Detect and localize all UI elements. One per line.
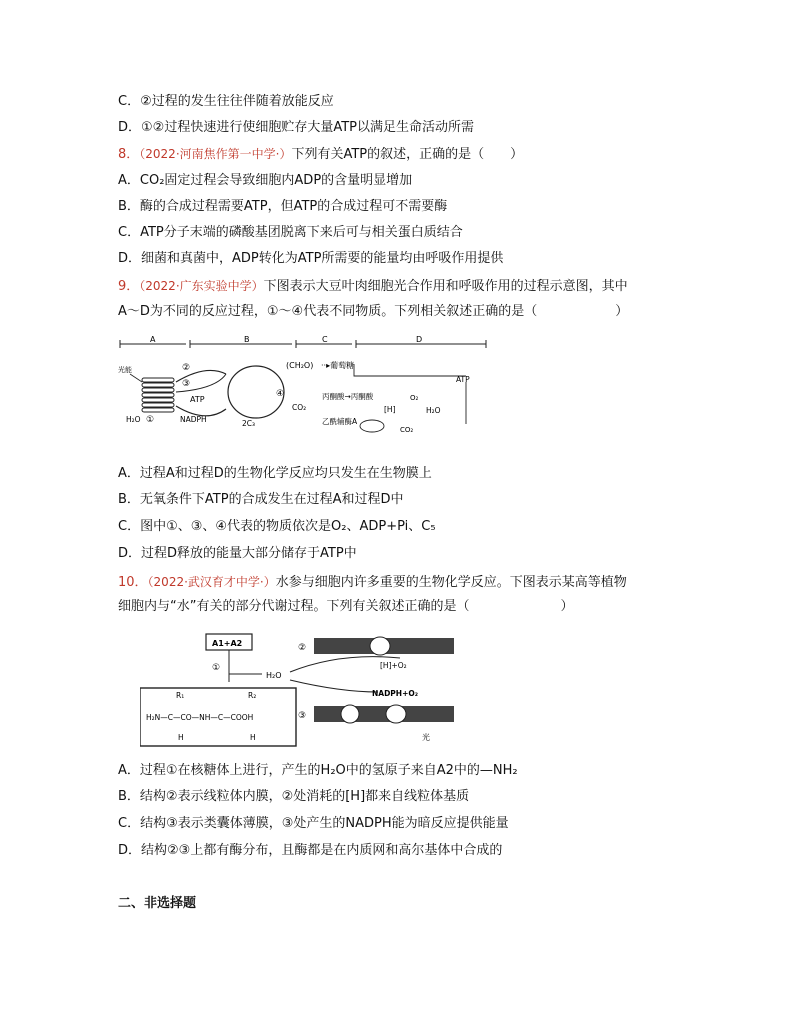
question-number: 10．: [118, 575, 148, 590]
co2-label: CO₂: [292, 403, 307, 412]
ch2o-label: (CH₂O): [286, 361, 314, 370]
h1-label: H: [178, 733, 184, 742]
co2-bottom-label: CO₂: [400, 426, 414, 434]
q10-option-b: B．结构②表示线粒体内膜，②处消耗的[H]都来自线粒体基质: [118, 789, 470, 804]
segment-c-label: C: [322, 335, 328, 344]
substance-1-label: ①: [146, 415, 155, 425]
substance-2-label: ②: [182, 363, 191, 373]
segment-b-label: B: [244, 335, 250, 344]
q8-option-a: A．CO₂固定过程会导致细胞内ADP的含量明显增加: [118, 173, 413, 188]
prev-option-c: C．②过程的发生往往伴随着放能反应: [118, 94, 334, 109]
question-source: （2022·广东实验中学）: [139, 279, 264, 293]
question-9-header: [118, 277, 628, 296]
h-o2-label: [H]+O₂: [380, 661, 407, 670]
h2-label: H: [250, 733, 256, 742]
r1-label: R₁: [176, 691, 185, 700]
glucose-label: ··▸葡萄糖: [321, 361, 355, 370]
section-heading: 二、非选择题: [118, 896, 197, 911]
water-metabolism-figure: [140, 632, 456, 750]
water-right-label: H₂O: [426, 406, 441, 415]
question-stem: 下图表示大豆叶肉细胞光合作用和呼吸作用的过程示意图，其中: [263, 279, 628, 294]
substance-4-label: ④: [276, 389, 285, 399]
atp-right-label: ATP: [456, 375, 470, 384]
question-10-stem-cont: 细胞内与“水”有关的部分代谢过程。下列有关叙述正确的是（ ）: [118, 599, 574, 614]
thylakoid-stack: [142, 378, 174, 412]
oxygen-label: O₂: [410, 394, 419, 402]
question-stem: 下列有关ATP的叙述，正确的是（ ）: [291, 147, 524, 162]
nadph-label: NADPH: [180, 415, 207, 424]
structure-2-label: ②: [298, 643, 307, 653]
q9-option-c: C．图中①、③、④代表的物质依次是O₂、ADP+Pi、C₅: [118, 519, 436, 534]
segment-d-label: D: [416, 335, 423, 344]
light-label: 光: [422, 733, 430, 742]
q9-option-b: B．无氧条件下ATP的合成发生在过程A和过程D中: [118, 492, 404, 507]
q10-option-d: D．结构②③上都有酶分布，且酶都是在内质网和高尔基体中合成的: [118, 843, 503, 858]
acetyl-coa-label: 乙酰辅酶A: [322, 417, 358, 426]
atp-label: ATP: [190, 395, 205, 404]
question-source: （2022·河南焦作第一中学·）: [139, 147, 292, 161]
question-source: （2022·武汉育才中学·）: [147, 575, 276, 589]
water-label: H₂O: [266, 671, 282, 680]
question-9-stem-cont: A～D为不同的反应过程，①～④代表不同物质。下列相关叙述正确的是（ ）: [118, 304, 629, 319]
c3-label: 2C₃: [242, 419, 256, 428]
q9-option-d: D．过程D释放的能量大部分储存于ATP中: [118, 546, 357, 561]
question-number: 9．: [118, 279, 140, 294]
dipeptide-formula: H₂N—C—CO—NH—C—COOH: [146, 713, 254, 722]
q10-option-c: C．结构③表示类囊体薄膜，③处产生的NADPH能为暗反应提供能量: [118, 816, 509, 831]
prev-option-d: D．①②过程快速进行使细胞贮存大量ATP以满足生命活动所需: [118, 120, 474, 135]
q8-option-b: B．酶的合成过程需要ATP，但ATP的合成过程可不需要酶: [118, 199, 448, 214]
question-8-header: [118, 145, 523, 164]
question-stem: 水参与细胞内许多重要的生物化学反应。下图表示某高等植物: [275, 575, 627, 590]
hydrogen-label: [H]: [384, 405, 396, 414]
pyruvate-label: 丙酮酸→丙酮酸: [322, 392, 374, 401]
process-1-label: ①: [212, 663, 221, 673]
structure-3-label: ③: [298, 711, 307, 721]
light-energy-label: 光能: [118, 366, 132, 374]
segment-a-label: A: [150, 335, 156, 344]
question-10-header: [118, 573, 627, 592]
question-number: 8．: [118, 147, 140, 162]
q10-option-a: A．过程①在核糖体上进行，产生的H₂O中的氢原子来自A2中的—NH₂: [118, 763, 518, 778]
substance-3-label: ③: [182, 379, 191, 389]
nadph-o2-label: NADPH+O₂: [372, 689, 419, 698]
q8-option-c: C．ATP分子末端的磷酸基团脱离下来后可与相关蛋白质结合: [118, 225, 463, 240]
photosynthesis-respiration-figure: [116, 334, 488, 434]
r2-label: R₂: [248, 691, 257, 700]
q8-option-d: D．细菌和真菌中，ADP转化为ATP所需要的能量均由呼吸作用提供: [118, 251, 504, 266]
q9-option-a: A．过程A和过程D的生物化学反应均只发生在生物膜上: [118, 466, 432, 481]
water-label: H₂O: [126, 415, 141, 424]
a1-a2-label: A1+A2: [212, 639, 243, 648]
